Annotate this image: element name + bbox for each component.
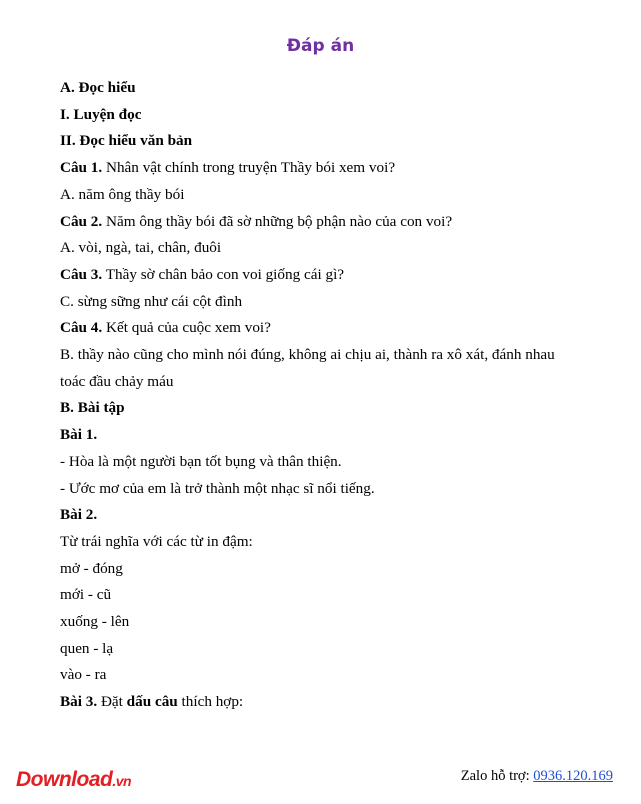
exercise-3-text-after: thích hợp: — [177, 693, 244, 711]
question-3-label: Câu 3. — [60, 265, 103, 283]
answer-4-line-2: toác đầu chảy máu — [60, 372, 174, 390]
question-2-label: Câu 2. — [60, 212, 103, 230]
question-4 — [60, 315, 600, 342]
exercise-3 — [60, 689, 600, 716]
antonym-pair: quen - lạ — [60, 639, 114, 657]
antonym-pair: xuống - lên — [60, 613, 130, 631]
part-ii-heading: II. Đọc hiểu văn bản — [60, 132, 193, 150]
section-b-heading: B. Bài tập — [60, 399, 125, 417]
section-a-heading: A. Đọc hiểu — [60, 79, 136, 96]
question-3-text: Thầy sờ chân bảo con voi giống cái gì? — [102, 265, 345, 283]
exercise-1-line-2: - Ước mơ của em là trở thành một nhạc sĩ nổi tiếng. — [60, 479, 375, 497]
logo-main-text: Download — [16, 768, 113, 791]
exercise-2-intro: Từ trái nghĩa với các từ in đậm: — [60, 532, 253, 550]
question-3 — [60, 262, 600, 289]
answer-4-line-1: B. thầy nào cũng cho mình nói đúng, không ai chịu ai, thành ra xô xát, đánh nhau — [60, 346, 555, 364]
exercise-2-label: Bài 2. — [60, 506, 98, 524]
antonym-pair: vào - ra — [60, 666, 107, 684]
download-vn-logo[interactable] — [16, 768, 131, 792]
exercise-3-bold-text: dấu câu — [126, 693, 178, 711]
part-i-heading: I. Luyện đọc — [60, 105, 142, 123]
exercise-1-label: Bài 1. — [60, 426, 98, 444]
zalo-support — [461, 768, 613, 785]
question-2-text: Năm ông thầy bói đã sờ những bộ phận nào của con voi? — [102, 212, 453, 230]
exercise-3-text-before: Đặt — [97, 693, 127, 711]
answer-content — [60, 75, 600, 716]
logo-suffix-text: .vn — [112, 773, 132, 789]
antonym-pair: mới - cũ — [60, 586, 112, 604]
question-2 — [60, 209, 600, 236]
exercise-3-label: Bài 3. — [60, 693, 98, 711]
exercise-1-line-1: - Hòa là một người bạn tốt bụng và thân thiện. — [60, 452, 342, 470]
question-1 — [60, 155, 600, 182]
question-4-label: Câu 4. — [60, 319, 103, 337]
answer-3: C. sừng sững như cái cột đình — [60, 292, 243, 310]
question-1-label: Câu 1. — [60, 159, 103, 177]
zalo-label: Zalo hỗ trợ: — [460, 768, 534, 784]
answer-2: A. vòi, ngà, tai, chân, đuôi — [60, 239, 222, 257]
antonym-pair: mở - đóng — [60, 559, 123, 577]
zalo-phone-link[interactable]: 0936.120.169 — [533, 768, 613, 784]
question-4-text: Kết quả của cuộc xem voi? — [102, 319, 271, 337]
answer-1: A. năm ông thầy bói — [60, 185, 185, 203]
question-1-text: Nhân vật chính trong truyện Thầy bói xem voi? — [102, 159, 396, 177]
page-title: Đáp án — [286, 36, 355, 56]
